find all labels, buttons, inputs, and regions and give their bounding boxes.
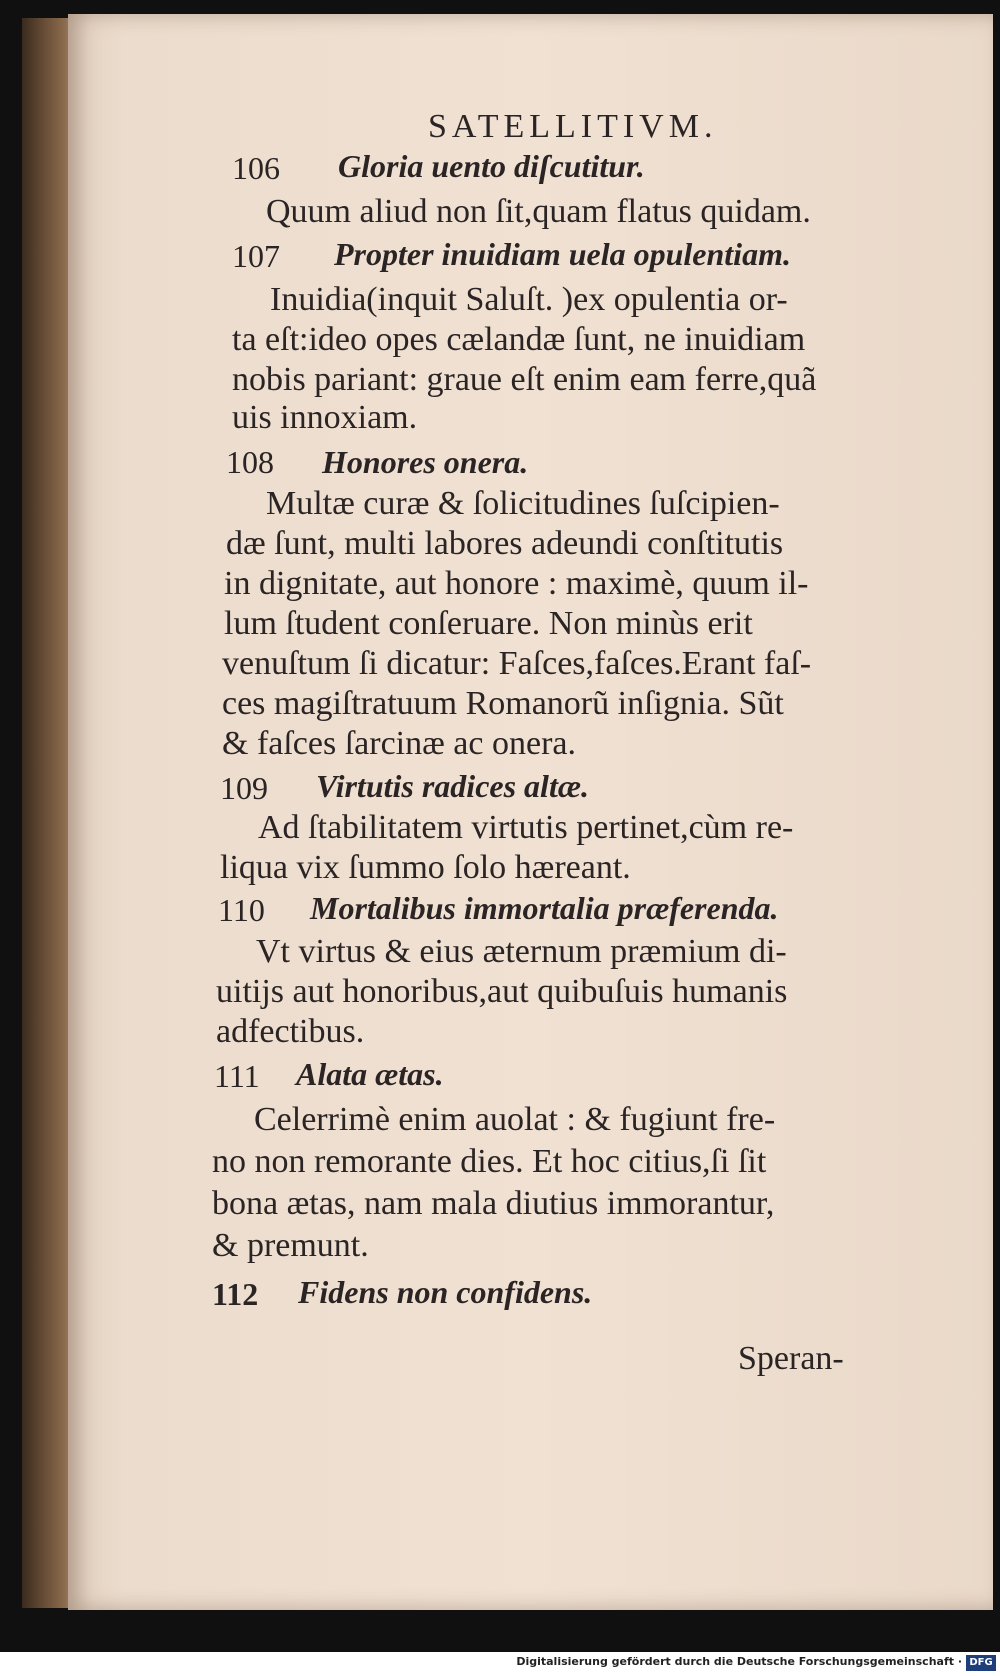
entry-number: 107	[232, 238, 280, 274]
entry-text-line: Vt virtus & eius æternum præmium di-	[256, 933, 787, 970]
entry-text-line: Quum aliud non ſit,quam flatus quidam.	[266, 193, 811, 230]
entry-lemma: Propter inuidiam uela opulentiam.	[334, 236, 791, 272]
entry-lemma: Fidens non confidens.	[298, 1274, 593, 1310]
running-header: SATELLITIVM.	[428, 108, 718, 145]
dfg-logo: DFG	[966, 1655, 996, 1671]
entry-lemma: Mortalibus immortalia præferenda.	[310, 890, 779, 926]
entry-number: 108	[226, 444, 274, 480]
entry-text-line: & faſces ſarcinæ ac onera.	[222, 725, 576, 762]
footer-credit: Digitalisierung gefördert durch die Deutsche Forschungsgemeinschaft ·	[516, 1655, 962, 1668]
entry-number: 106	[232, 150, 280, 186]
entry-number: 112	[212, 1276, 259, 1312]
entry-number: 109	[220, 770, 268, 806]
entry-lemma: Alata ætas.	[296, 1056, 444, 1092]
entry-text-line: Multæ curæ & ſolicitudines ſuſcipien-	[266, 485, 780, 522]
entry-lemma: Virtutis radices altæ.	[316, 768, 589, 804]
entry-number: 111	[214, 1058, 260, 1094]
entry-number: 110	[218, 892, 265, 928]
entry-text-line: ta eſt:ideo opes cælandæ ſunt, ne inuidiam	[232, 321, 806, 358]
entry-text-line: Celerrimè enim auolat : & fugiunt fre-	[254, 1101, 776, 1138]
entry-text-line: in dignitate, aut honore : maximè, quum il-	[224, 565, 809, 602]
entry-text-line: liqua vix ſummo ſolo hæreant.	[220, 849, 631, 886]
entry-text-line: uitijs aut honoribus,aut quibuſuis humanis	[216, 973, 788, 1010]
entry-text-line: ces magiſtratuum Romanorũ inſignia. Sũt	[222, 685, 784, 722]
entry-text-line: & premunt.	[212, 1227, 369, 1264]
entry-text-line: nobis pariant: graue eſt enim eam ferre,quã	[232, 361, 817, 398]
entry-text-line: dæ ſunt, multi labores adeundi conſtitutis	[226, 525, 784, 562]
entry-text-line: lum ſtudent conſeruare. Non minùs erit	[224, 605, 753, 642]
entry-text-line: bona ætas, nam mala diutius immorantur,	[212, 1185, 775, 1222]
entry-text-line: Inuidia(inquit Saluſt. )ex opulentia or-	[270, 281, 788, 318]
entry-lemma: Honores onera.	[322, 444, 529, 480]
entry-lemma: Gloria uento diſcutitur.	[338, 148, 645, 184]
entry-text-line: uis innoxiam.	[232, 399, 418, 436]
digitization-footer	[0, 1652, 1000, 1676]
entry-text-line: no non remorante dies. Et hoc citius,ſi ſit	[212, 1143, 767, 1180]
entry-text-line: adfectibus.	[216, 1013, 365, 1050]
entry-text-line: venuſtum ſi dicatur: Faſces,faſces.Erant faſ-	[222, 645, 812, 682]
entry-text-line: Ad ſtabilitatem virtutis pertinet,cùm re-	[258, 809, 794, 846]
catchword: Speran-	[738, 1340, 844, 1377]
